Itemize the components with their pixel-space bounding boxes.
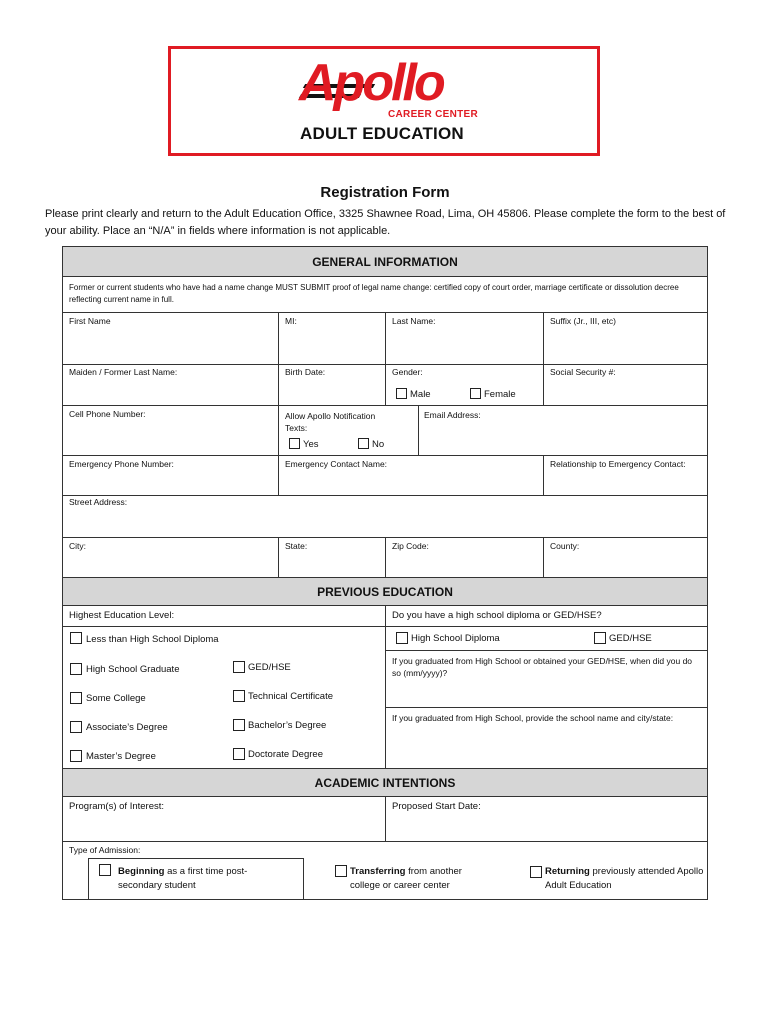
bachelors-checkbox[interactable] [233, 719, 245, 731]
doctorate-checkbox[interactable] [233, 748, 245, 760]
emergency-phone-label: Emergency Phone Number: [69, 459, 174, 469]
less-than-hs-checkbox[interactable] [70, 632, 82, 644]
ged-hse-right-checkbox[interactable] [594, 632, 606, 644]
masters-checkbox[interactable] [70, 750, 82, 762]
returning-text: previously attended Apollo Adult Education [545, 866, 704, 891]
start-date-label: Proposed Start Date: [392, 801, 481, 812]
mi-label: MI: [285, 316, 297, 326]
ged-hse-right-label: GED/HSE [609, 633, 652, 644]
zip-label: Zip Code: [392, 541, 429, 551]
bachelors-label: Bachelor’s Degree [248, 720, 327, 731]
suffix-label: Suffix (Jr., III, etc) [550, 316, 616, 326]
logo-subtitle: CAREER CENTER [388, 109, 479, 120]
hs-diploma-label: High School Diploma [411, 633, 500, 644]
hs-diploma-checkbox[interactable] [396, 632, 408, 644]
beginning-checkbox[interactable] [99, 864, 111, 876]
texts-no-label: No [372, 439, 385, 450]
previous-education-header: PREVIOUS EDUCATION [63, 578, 707, 605]
street-address-label: Street Address: [69, 497, 128, 507]
ssn-label: Social Security #: [550, 367, 616, 377]
returning-bold: Returning [545, 866, 590, 877]
male-label: Male [410, 389, 431, 400]
ged-hse-checkbox[interactable] [233, 661, 245, 673]
ged-hse-label: GED/HSE [248, 662, 291, 673]
transferring-text: from another college or career center [350, 866, 462, 891]
texts-yes-checkbox[interactable] [289, 438, 300, 449]
beginning-option [118, 865, 278, 893]
name-change-note: Former or current students who have had a name change MUST SUBMIT proof of legal name change: certified copy of court order, marriage certificate or dissolution decree reflecting current name in full. [69, 283, 679, 304]
programs-label: Program(s) of Interest: [69, 801, 165, 812]
beginning-bold: Beginning [118, 866, 165, 877]
technical-certificate-checkbox[interactable] [233, 690, 245, 702]
beginning-text: as a first time post-secondary student [118, 866, 248, 891]
transferring-option [350, 865, 490, 893]
technical-certificate-label: Technical Certificate [248, 691, 334, 702]
doctorate-label: Doctorate Degree [248, 749, 323, 760]
page-title: Registration Form [320, 184, 450, 201]
associates-label: Associate’s Degree [86, 722, 168, 733]
hs-graduate-label: High School Graduate [86, 664, 180, 675]
male-checkbox[interactable] [396, 388, 407, 399]
academic-intentions-header: ACADEMIC INTENTIONS [63, 769, 707, 796]
associates-checkbox[interactable] [70, 721, 82, 733]
some-college-label: Some College [86, 693, 146, 704]
school-name-label: If you graduated from High School, provide the school name and city/state: [392, 713, 674, 723]
city-label: City: [69, 541, 86, 551]
logo-brand: Apollo [299, 54, 443, 112]
graduated-when-label: If you graduated from High School or obtained your GED/HSE, when did you do so (mm/yyyy)? [392, 656, 693, 678]
first-name-label: First Name [69, 316, 111, 326]
last-name-label: Last Name: [392, 316, 436, 326]
transferring-checkbox[interactable] [335, 865, 347, 877]
relationship-label: Relationship to Emergency Contact: [550, 459, 686, 469]
cell-phone-label: Cell Phone Number: [69, 409, 146, 419]
texts-yes-label: Yes [303, 439, 319, 450]
allow-texts-label: Allow Apollo Notification Texts: [285, 411, 376, 433]
returning-option [545, 865, 705, 893]
general-info-header: GENERAL INFORMATION [63, 247, 707, 276]
transferring-bold: Transferring [350, 866, 406, 877]
birth-date-label: Birth Date: [285, 367, 326, 377]
admission-type-label: Type of Admission: [69, 845, 141, 855]
emergency-name-label: Emergency Contact Name: [285, 459, 388, 469]
diploma-question-label: Do you have a high school diploma or GED/HSE? [392, 610, 602, 621]
less-than-hs-label: Less than High School Diploma [86, 634, 219, 645]
email-label: Email Address: [424, 410, 481, 420]
some-college-checkbox[interactable] [70, 692, 82, 704]
intro-text: Please print clearly and return to the Adult Education Office, 3325 Shawnee Road, Lima, OH 45806. Please complete the form to the best of your ability. Place an “N/A” in fields where information is not applicable. [45, 208, 726, 237]
logo-division: ADULT EDUCATION [300, 124, 464, 143]
gender-label: Gender: [392, 367, 423, 377]
texts-no-checkbox[interactable] [358, 438, 369, 449]
state-label: State: [285, 541, 308, 551]
county-label: County: [550, 541, 580, 551]
returning-checkbox[interactable] [530, 866, 542, 878]
female-checkbox[interactable] [470, 388, 481, 399]
maiden-name-label: Maiden / Former Last Name: [69, 367, 178, 377]
hs-graduate-checkbox[interactable] [70, 663, 82, 675]
masters-label: Master’s Degree [86, 751, 156, 762]
highest-level-label: Highest Education Level: [69, 610, 175, 621]
female-label: Female [484, 389, 516, 400]
